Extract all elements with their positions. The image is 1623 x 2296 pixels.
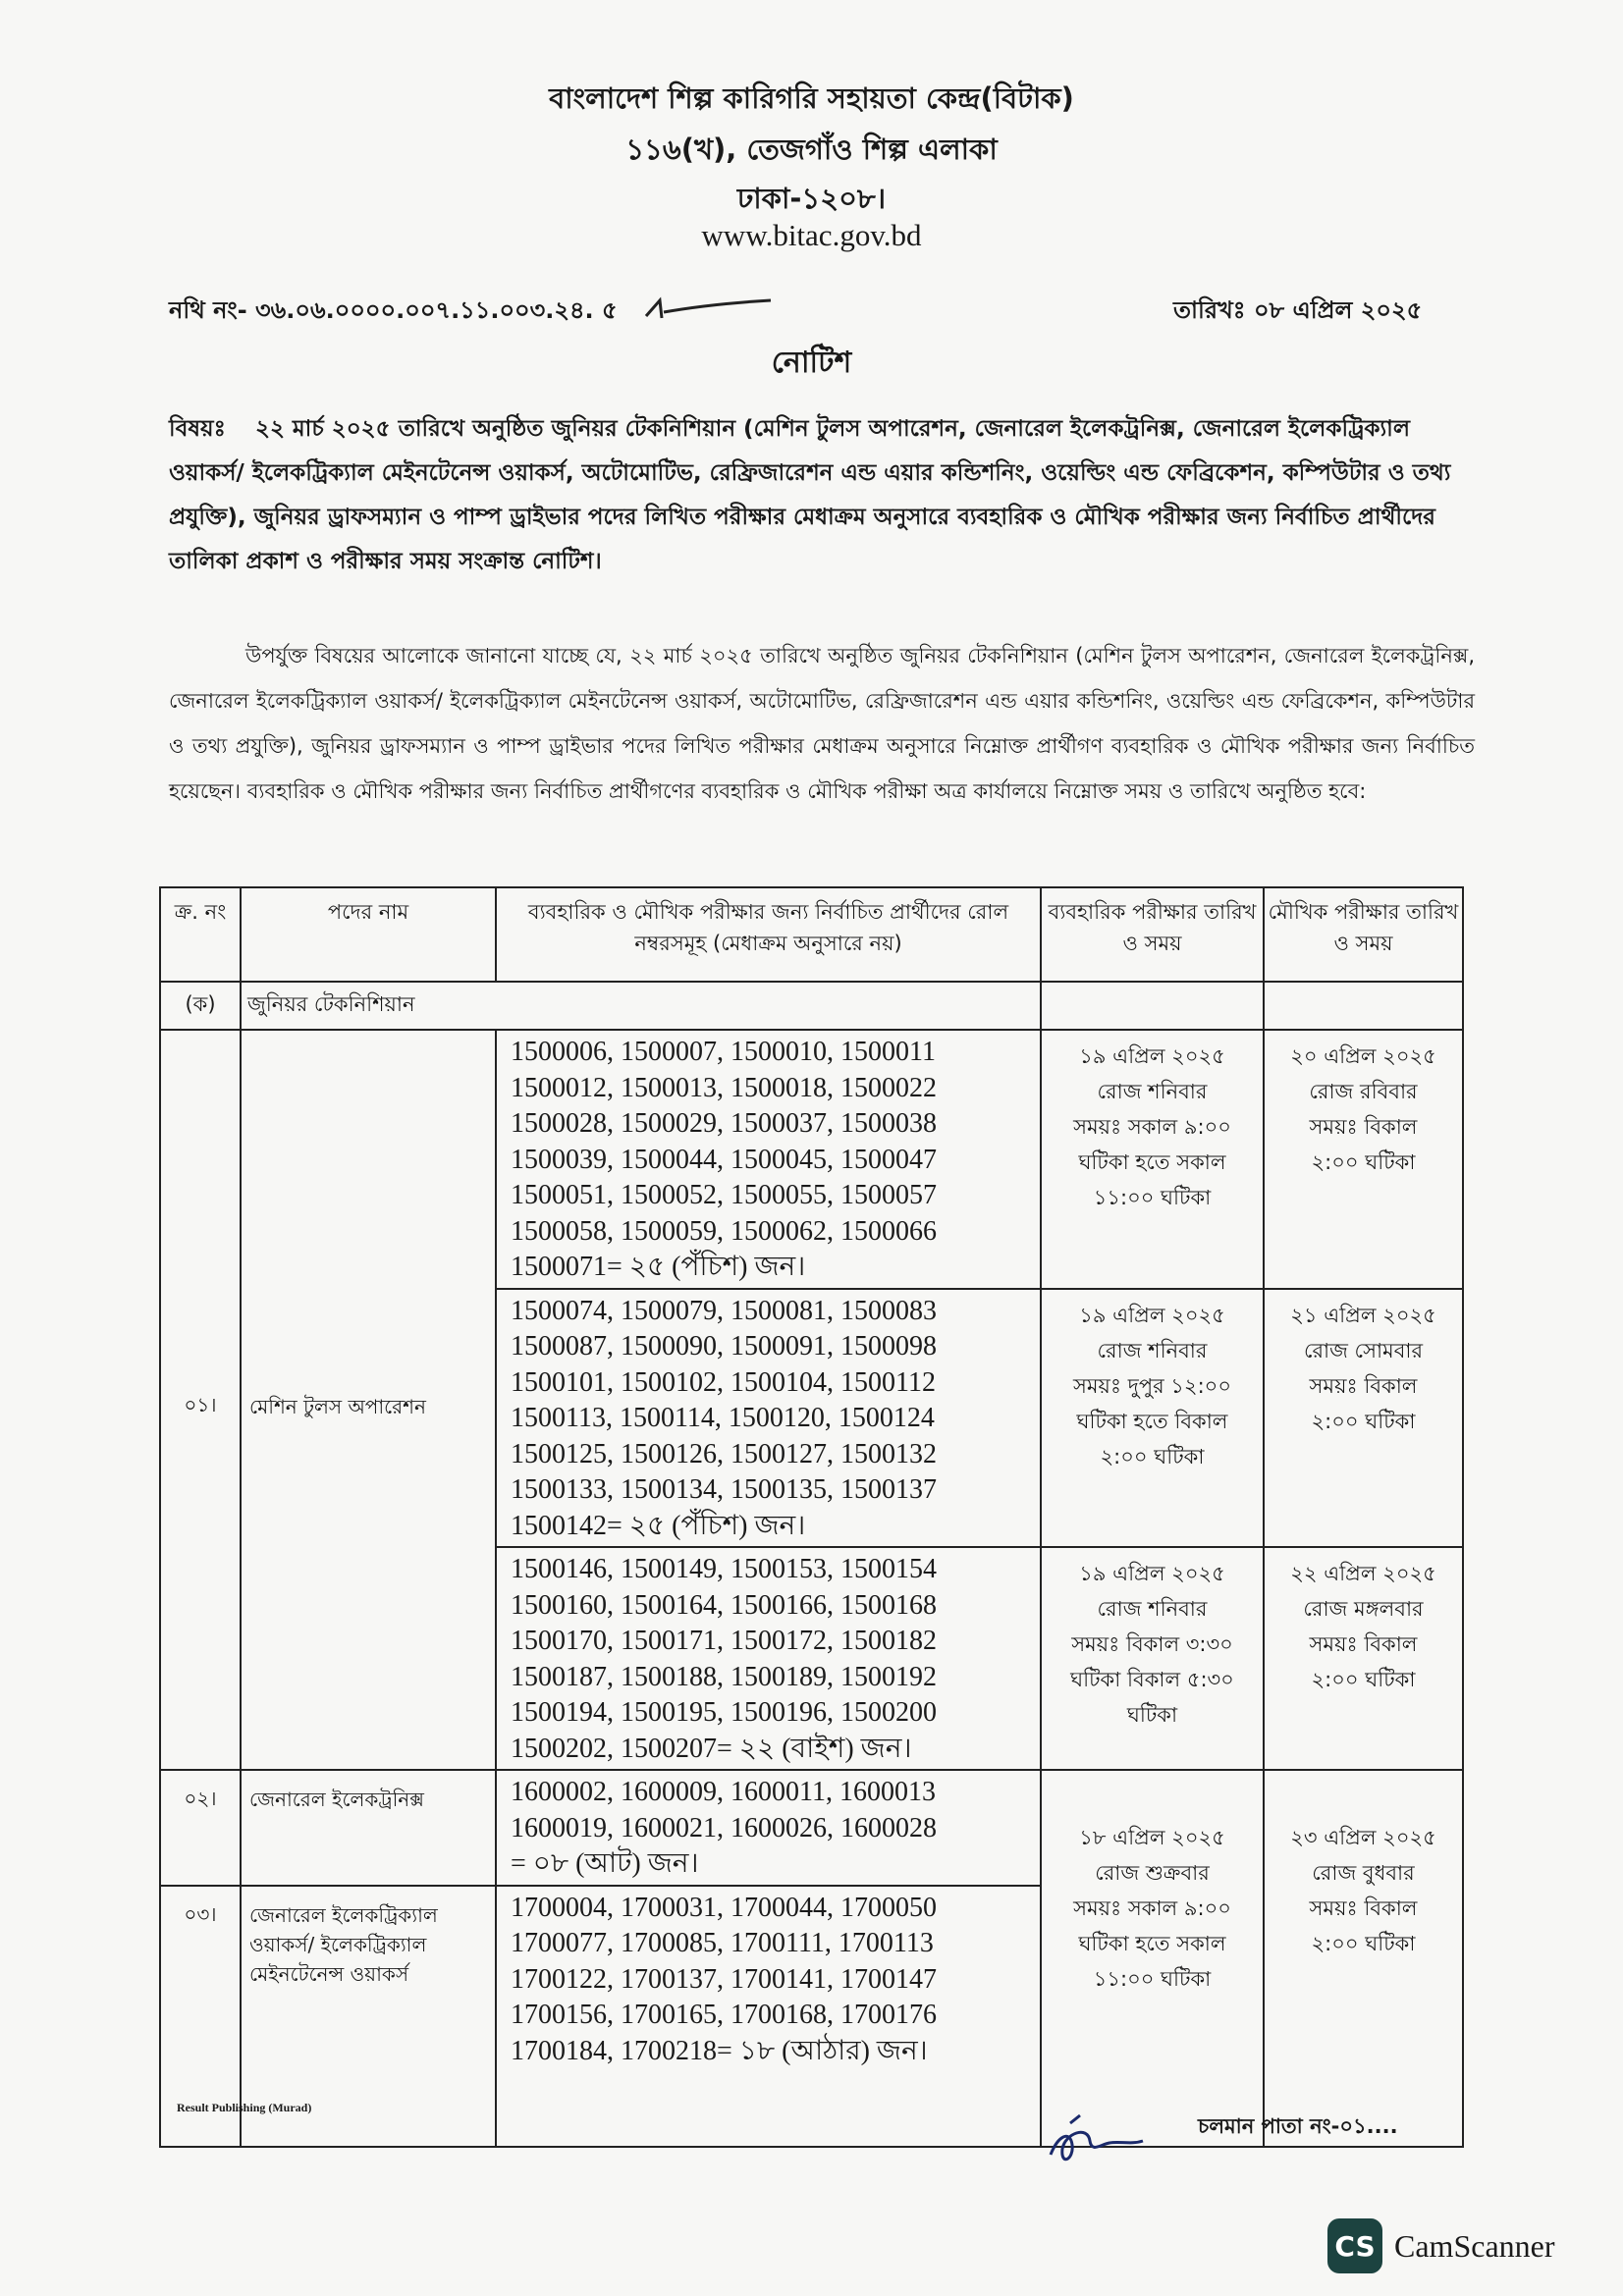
organization-name: বাংলাদেশ শিল্প কারিগরি সহায়তা কেন্দ্র(বিটাক) (549, 81, 1074, 115)
header-viva: মৌখিক পরীক্ষার তারিখ ও সময় (1264, 887, 1463, 982)
roll-line: 1500028, 1500029, 1500037, 1500038 (511, 1108, 937, 1139)
roll-line: 1500074, 1500079, 1500081, 1500083 (511, 1295, 937, 1326)
section-serial: (ক) (160, 982, 241, 1030)
notice-title: নোটিশ (771, 346, 852, 380)
section-empty-viva (1264, 982, 1463, 1030)
time-line: ঘটিকা বিকাল ৫:৩০ (1070, 1668, 1234, 1691)
camscanner-logo-icon: CS (1327, 2218, 1382, 2273)
handwritten-mark (638, 294, 776, 322)
time-line: ২:০০ ঘটিকা (1100, 1444, 1205, 1468)
notice-date: তারিখঃ ০৮ এপ্রিল ২০২৫ (1173, 296, 1423, 324)
exam-schedule-table (159, 886, 1464, 2148)
header-rolls: ব্যবহারিক ও মৌখিক পরীক্ষার জন্য নির্বাচিত প্রার্থীদের রোল নম্বরসমূহ (মেধাক্রম অনুসারে নয়) (496, 887, 1041, 982)
roll-line: 1700077, 1700085, 1700111, 1700113 (511, 1928, 934, 1958)
subject-text: ২২ মার্চ ২০২৫ তারিখে অনুষ্ঠিত জুনিয়র টেকনিশিয়ান (মেশিন টুলস অপারেশন, জেনারেল ইলেকট্রনিক্স, জেনারেল ইলেকট্রিক্যাল ওয়াকর্স/ ইলেকট্রিক্যাল মেইনটেনেন্স ওয়াকর্স, অটোমোটিভ, রেফ্রিজারেশন এন্ড এয়ার কন্ডিশনিং, ওয়েল্ডিং এন্ড ফেব্রিকেশন, কম্পিউটার ও তথ্য প্রযুক্তি), জুনিয়র ড্রাফসম্যান ও পাম্প ড্রাইভার পদের লিখিত পরীক্ষার মেধাক্রম অনুসারে ব্যবহারিক ও মৌখিক পরীক্ষার জন্য নির্বাচিত প্রার্থীদের তালিকা প্রকাশ ও পরীক্ষার সময় সংক্রান্ত নোটিশ। (169, 416, 1451, 574)
day-line: রোজ শনিবার (1097, 1338, 1208, 1362)
date-line: ১৯ এপ্রিল ২০২৫ (1079, 1044, 1225, 1068)
roll-line: 1500058, 1500059, 1500062, 1500066 (511, 1215, 937, 1247)
row1-group2-practical (1041, 1289, 1264, 1548)
time-line: ঘটিকা হতে বিকাল (1076, 1409, 1228, 1433)
roll-line: 1700004, 1700031, 1700044, 1700050 (511, 1892, 937, 1923)
memo-number: নথি নং- ৩৬.০৬.০০০০.০০৭.১১.০০৩.২৪. ৫ (169, 296, 618, 324)
row3-post: জেনারেল ইলেকট্রিক্যাল ওয়াকর্স/ ইলেকট্রিক্যাল মেইনটেনেন্স ওয়াকর্স (241, 1886, 496, 2147)
date-line: ১৯ এপ্রিল ২০২৫ (1079, 1562, 1225, 1585)
body-paragraph: উপর্যুক্ত বিষয়ের আলোকে জানানো যাচ্ছে যে, ২২ মার্চ ২০২৫ তারিখে অনুষ্ঠিত জুনিয়র টেকনিশিয়ান (মেশিন টুলস অপারেশন, জেনারেল ইলেকট্রনিক্স, জেনারেল ইলেকট্রিক্যাল ওয়াকর্স/ ইলেকট্রিক্যাল মেইনটেনেন্স ওয়াকর্স, অটোমোটিভ, রেফ্রিজারেশন এন্ড এয়ার কন্ডিশনিং, ওয়েল্ডিং এন্ড ফেব্রিকেশন, কম্পিউটার ও তথ্য প্রযুক্তি), জুনিয়র ড্রাফসম্যান ও পাম্প ড্রাইভার পদের লিখিত পরীক্ষার মেধাক্রম অনুসারে নিম্নোক্ত প্রার্থীগণ ব্যবহারিক ও মৌখিক পরীক্ষার জন্য নির্বাচিত হয়েছেন। ব্যবহারিক ও মৌখিক পরীক্ষার জন্য নির্বাচিত প্রার্থীগণের ব্যবহারিক ও মৌখিক পরীক্ষা অত্র কার্যালয়ে নিম্নোক্ত সময় ও তারিখে অনুষ্ঠিত হবে: (169, 644, 1475, 803)
row1-group3-practical (1041, 1547, 1264, 1770)
rows23-viva (1264, 1770, 1463, 2147)
footer-publisher-note: Result Publishing (Murad) (177, 2101, 312, 2114)
table-row (160, 1030, 1463, 1289)
roll-line: 1500133, 1500134, 1500135, 1500137 (511, 1474, 937, 1505)
row2-post: জেনারেল ইলেকট্রনিক্স (241, 1770, 496, 1886)
roll-line: 1500160, 1500164, 1500166, 1500168 (511, 1589, 937, 1621)
time-line: ১১:০০ ঘটিকা (1093, 1967, 1212, 1991)
roll-line: 1500012, 1500013, 1500018, 1500022 (511, 1072, 937, 1103)
date-line: ২২ এপ্রিল ২০২৫ (1290, 1562, 1436, 1585)
roll-line: 1500087, 1500090, 1500091, 1500098 (511, 1331, 937, 1362)
subject (169, 407, 1475, 584)
row1-group1-practical (1041, 1030, 1264, 1289)
roll-line: 1500187, 1500188, 1500189, 1500192 (511, 1661, 937, 1692)
roll-line: 1700156, 1700165, 1700168, 1700176 (511, 2000, 937, 2030)
row1-post: মেশিন টুলস অপারেশন (241, 1030, 496, 1770)
roll-line: 1600019, 1600021, 1600026, 1600028 (511, 1812, 937, 1843)
rows23-practical (1041, 1770, 1264, 2147)
time-line: সময়ঃ বিকাল (1309, 1115, 1418, 1139)
day-line: রোজ বুধবার (1312, 1861, 1415, 1885)
time-line: ঘটিকা হতে সকাল (1078, 1932, 1226, 1955)
section-title: জুনিয়র টেকনিশিয়ান (241, 982, 1041, 1030)
row1-group3-viva (1264, 1547, 1463, 1770)
day-line: রোজ সোমবার (1303, 1338, 1424, 1362)
row2-serial: ০২। (160, 1770, 241, 1886)
roll-line: 1500170, 1500171, 1500172, 1500182 (511, 1626, 937, 1656)
address-line-1: ১১৬(খ), তেজগাঁও শিল্প এলাকা (625, 133, 998, 166)
time-line: ঘটিকা (1126, 1703, 1178, 1727)
roll-line: 1500039, 1500044, 1500045, 1500047 (511, 1144, 937, 1175)
date-line: ২৩ এপ্রিল ২০২৫ (1290, 1826, 1436, 1849)
camscanner-watermark (1327, 2218, 1555, 2273)
roll-line: 1500006, 1500007, 1500010, 1500011 (511, 1037, 936, 1067)
time-line: সময়ঃ সকাল ৯:০০ (1073, 1896, 1231, 1920)
camscanner-label: CamScanner (1394, 2227, 1555, 2264)
row3-serial: ০৩। (160, 1886, 241, 2147)
roll-line: 1700122, 1700137, 1700141, 1700147 (511, 1963, 937, 1995)
time-line: সময়ঃ বিকাল (1309, 1896, 1418, 1920)
roll-line: 1500113, 1500114, 1500120, 1500124 (511, 1403, 935, 1433)
time-line: সময়ঃ দুপুর ১২:০০ (1073, 1373, 1231, 1398)
row1-group3-rolls (496, 1547, 1041, 1770)
time-line: ২:০০ ঘটিকা (1311, 1150, 1416, 1174)
header-serial: ক্র. নং (160, 887, 241, 982)
roll-line: 1500051, 1500052, 1500055, 1500057 (511, 1180, 937, 1210)
row1-serial: ০১। (160, 1030, 241, 1770)
roll-line: 1500125, 1500126, 1500127, 1500132 (511, 1438, 937, 1469)
day-line: রোজ শনিবার (1097, 1597, 1208, 1621)
row1-group2-viva (1264, 1289, 1463, 1548)
roll-line: 1500194, 1500195, 1500196, 1500200 (511, 1697, 937, 1728)
time-line: সময়ঃ বিকাল (1309, 1632, 1418, 1656)
row1-group1-viva (1264, 1030, 1463, 1289)
section-row (160, 982, 1463, 1030)
roll-line: 1500101, 1500102, 1500104, 1500112 (511, 1366, 936, 1398)
day-line: রোজ রবিবার (1309, 1080, 1418, 1103)
roll-line: 1500146, 1500149, 1500153, 1500154 (511, 1554, 937, 1584)
row3-rolls (496, 1886, 1041, 2147)
date-line: ২১ এপ্রিল ২০২৫ (1290, 1303, 1436, 1327)
page-continuation: চলমান পাতা নং-০১.... (1198, 2114, 1398, 2138)
header-practical: ব্যবহারিক পরীক্ষার তারিখ ও সময় (1041, 887, 1264, 982)
time-line: সময়ঃ সকাল ৯:০০ (1073, 1115, 1231, 1139)
roll-line: 1500142= ২৫ (পঁচিশ) জন। (511, 1510, 806, 1541)
date-line: ১৯ এপ্রিল ২০২৫ (1079, 1303, 1225, 1327)
day-line: রোজ শুক্রবার (1095, 1861, 1210, 1885)
section-empty-practical (1041, 982, 1264, 1030)
table-row (160, 1770, 1463, 1886)
website: www.bitac.gov.bd (701, 218, 922, 252)
date-line: ১৮ এপ্রিল ২০২৫ (1079, 1826, 1225, 1849)
subject-label: বিষয়ঃ (169, 416, 226, 442)
header-post: পদের নাম (241, 887, 496, 982)
roll-line: 1700184, 1700218= ১৮ (আঠার) জন। (511, 2035, 928, 2066)
signature-icon (1041, 2106, 1149, 2174)
row1-group1-rolls (496, 1030, 1041, 1289)
roll-line: = ০৮ (আট) জন। (511, 1848, 699, 1879)
time-line: সময়ঃ বিকাল (1309, 1373, 1418, 1398)
time-line: ঘটিকা হতে সকাল (1078, 1150, 1226, 1174)
row1-group2-rolls (496, 1289, 1041, 1548)
time-line: সময়ঃ বিকাল ৩:৩০ (1071, 1632, 1233, 1656)
roll-line: 1500202, 1500207= ২২ (বাইশ) জন। (511, 1733, 912, 1764)
row2-rolls (496, 1770, 1041, 1886)
address-line-2: ঢাকা-১২০৮। (736, 182, 887, 215)
date-line: ২০ এপ্রিল ২০২৫ (1290, 1044, 1436, 1068)
roll-line: 1600002, 1600009, 1600011, 1600013 (511, 1777, 936, 1807)
time-line: ১১:০০ ঘটিকা (1093, 1186, 1212, 1209)
table-header-row (160, 887, 1463, 982)
day-line: রোজ শনিবার (1097, 1080, 1208, 1103)
day-line: রোজ মঙ্গলবার (1303, 1597, 1424, 1621)
time-line: ২:০০ ঘটিকা (1311, 1668, 1416, 1691)
time-line: ২:০০ ঘটিকা (1311, 1932, 1416, 1955)
time-line: ২:০০ ঘটিকা (1311, 1409, 1416, 1433)
roll-line: 1500071= ২৫ (পঁচিশ) জন। (511, 1252, 806, 1282)
